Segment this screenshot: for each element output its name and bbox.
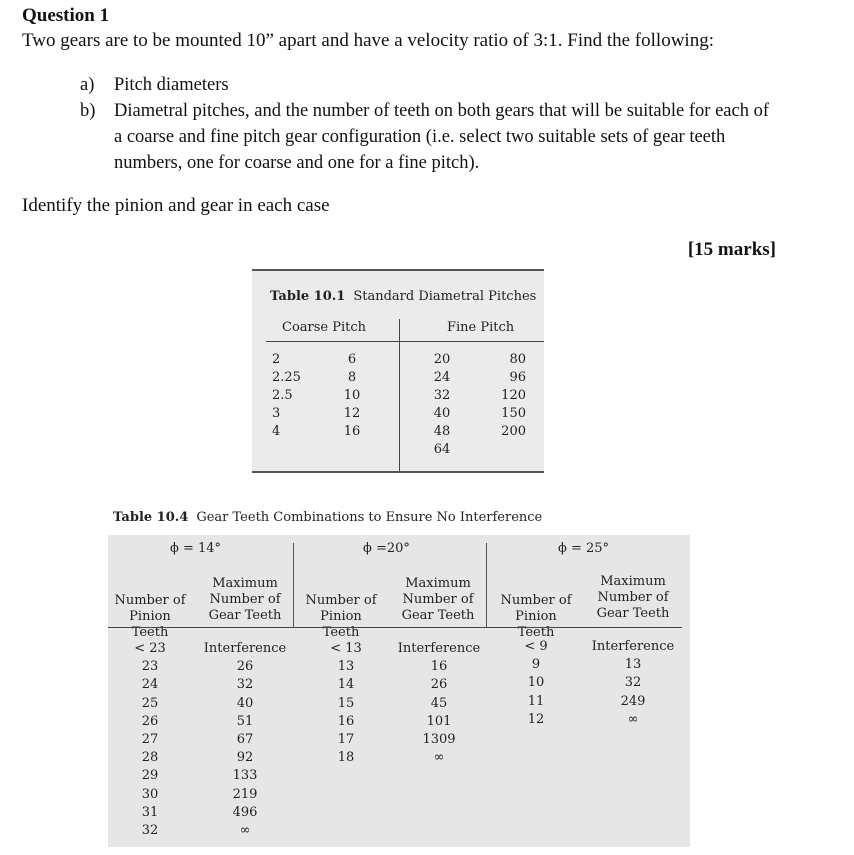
header-line: Maximum — [405, 576, 471, 591]
table-cell: 32 — [624, 675, 642, 691]
column-divider — [399, 319, 400, 471]
header-line: Number of — [209, 592, 281, 607]
header-line: Pinion Teeth — [320, 609, 362, 640]
table-cell: 10 — [527, 675, 545, 691]
header-rule — [108, 627, 682, 628]
part-b-text: Diametral pitches, and the number of teeth on both gears that will be suitable for each of a coarse and fine pitch gear configuration (i.e. select two suitable sets of gear teeth numbers, one for coarse and one for a fine pitch). — [114, 101, 769, 173]
question-parts — [80, 72, 780, 176]
pinion-header-25 — [495, 593, 577, 641]
table-cell: ∞ — [433, 750, 445, 766]
header-line: Maximum — [212, 576, 278, 591]
table-cell: 15 — [337, 695, 355, 711]
table-cell: 26 — [430, 677, 448, 693]
table-cell: Interference — [591, 639, 675, 654]
part-b — [80, 98, 780, 176]
table-cell: 9 — [531, 657, 541, 673]
table-cell: 219 — [232, 786, 258, 802]
angle-25-header: ϕ = 25° — [558, 541, 610, 556]
header-line: Number of — [597, 590, 669, 605]
table-cell: 51 — [236, 713, 254, 729]
header-line: Pinion Teeth — [515, 609, 557, 640]
part-a — [80, 72, 780, 98]
table-10-4-caption — [113, 510, 542, 525]
part-a-marker: a) — [80, 75, 95, 95]
pinion-header-20 — [300, 593, 382, 641]
header-line: Pinion Teeth — [129, 609, 171, 640]
fine-column-1 — [428, 351, 456, 459]
table-cell: 101 — [426, 713, 452, 729]
table-cell: 23 — [141, 659, 159, 675]
table-cell: 16 — [430, 659, 448, 675]
group-divider-1 — [293, 543, 294, 627]
table-cell: 3 — [272, 406, 281, 421]
table-cell: 32 — [141, 823, 159, 839]
identify-instruction: Identify the pinion and gear in each case — [22, 195, 330, 216]
table-cell: 27 — [141, 732, 159, 748]
fine-pitch-header: Fine Pitch — [447, 320, 515, 335]
header-line: Number of — [500, 593, 572, 608]
table-cell: 150 — [501, 406, 526, 421]
angle-14-header: ϕ = 14° — [170, 541, 222, 556]
fine-column-2 — [496, 351, 526, 441]
table-cell: < 13 — [330, 641, 362, 656]
table-cell: ∞ — [627, 711, 639, 727]
table-cell: Interference — [397, 641, 481, 656]
table-cell: ∞ — [239, 823, 251, 839]
pinion-column-25 — [506, 638, 566, 729]
marks-label: [15 marks] — [687, 239, 776, 260]
table-cell: 92 — [236, 750, 254, 766]
table-cell: 2.25 — [272, 370, 301, 385]
table-cell: 25 — [141, 695, 159, 711]
table-cell: 45 — [430, 695, 448, 711]
table-cell: 12 — [527, 711, 545, 727]
table-cell: < 23 — [134, 641, 166, 656]
gear-column-20 — [394, 640, 484, 767]
part-b-marker: b) — [80, 101, 96, 121]
table-cell: 1309 — [422, 732, 456, 748]
table-cell: 64 — [433, 442, 451, 457]
table-cell: 18 — [337, 750, 355, 766]
table-cell: 31 — [141, 804, 159, 820]
question-statement: Two gears are to be mounted 10” apart and have a velocity ratio of 3:1. Find the following: — [22, 30, 714, 51]
coarse-column-1 — [272, 351, 301, 441]
table-cell: 32 — [433, 388, 451, 403]
header-line: Number of — [305, 593, 377, 608]
table-cell: 40 — [433, 406, 451, 421]
table-cell: 249 — [620, 693, 646, 709]
part-a-text: Pitch diameters — [114, 75, 229, 95]
table-cell: 16 — [337, 713, 355, 729]
table-10-4-title: Gear Teeth Combinations to Ensure No Interference — [196, 510, 543, 525]
table-cell: 10 — [343, 388, 361, 403]
table-cell: 48 — [433, 424, 451, 439]
table-cell: 16 — [343, 424, 361, 439]
table-10-1 — [252, 269, 544, 473]
coarse-pitch-header: Coarse Pitch — [282, 320, 367, 335]
table-cell: 12 — [343, 406, 361, 421]
table-cell: 2 — [272, 352, 281, 367]
gear-header-20 — [397, 576, 479, 624]
gear-column-25 — [588, 638, 678, 729]
table-cell: 13 — [624, 657, 642, 673]
table-cell: 28 — [141, 750, 159, 766]
table-cell: 26 — [141, 713, 159, 729]
table-cell: 67 — [236, 732, 254, 748]
table-cell: Interference — [203, 641, 287, 656]
table-cell: 96 — [509, 370, 526, 385]
header-line: Gear Teeth — [596, 606, 670, 621]
table-cell: 40 — [236, 695, 254, 711]
table-cell: 80 — [509, 352, 526, 367]
header-line: Gear Teeth — [401, 608, 475, 623]
table-cell: 24 — [141, 677, 159, 693]
gear-header-14 — [204, 576, 286, 624]
pinion-column-20 — [316, 640, 376, 767]
table-cell: 24 — [433, 370, 451, 385]
gear-header-25 — [592, 574, 674, 622]
header-rule — [266, 341, 544, 342]
coarse-column-2 — [340, 351, 364, 441]
table-cell: 30 — [141, 786, 159, 802]
table-cell: 133 — [232, 768, 258, 784]
table-cell: 13 — [337, 659, 355, 675]
angle-20-header: ϕ =20° — [363, 541, 410, 556]
table-cell: < 9 — [524, 639, 548, 654]
table-10-1-caption — [270, 289, 536, 304]
header-line: Maximum — [600, 574, 666, 589]
table-cell: 496 — [232, 804, 258, 820]
table-cell: 26 — [236, 659, 254, 675]
table-cell: 2.5 — [272, 388, 293, 403]
header-line: Number of — [402, 592, 474, 607]
table-cell: 32 — [236, 677, 254, 693]
header-line: Number of — [114, 593, 186, 608]
table-cell: 6 — [347, 352, 357, 367]
pinion-column-14 — [120, 640, 180, 840]
header-line: Gear Teeth — [208, 608, 282, 623]
question-title: Question 1 — [22, 5, 110, 26]
table-cell: 4 — [272, 424, 281, 439]
table-cell: 8 — [347, 370, 357, 385]
group-divider-2 — [486, 543, 487, 627]
table-cell: 11 — [527, 693, 545, 709]
pinion-header-14 — [110, 593, 190, 641]
table-10-1-label: Table 10.1 — [270, 289, 346, 304]
table-cell: 17 — [337, 732, 355, 748]
table-cell: 120 — [501, 388, 526, 403]
table-10-4-label: Table 10.4 — [113, 510, 189, 525]
table-10-1-title: Standard Diametral Pitches — [353, 289, 537, 304]
table-cell: 20 — [433, 352, 451, 367]
gear-column-14 — [200, 640, 290, 840]
table-cell: 200 — [501, 424, 526, 439]
table-10-4 — [108, 535, 690, 847]
table-cell: 14 — [337, 677, 355, 693]
table-cell: 29 — [141, 768, 159, 784]
